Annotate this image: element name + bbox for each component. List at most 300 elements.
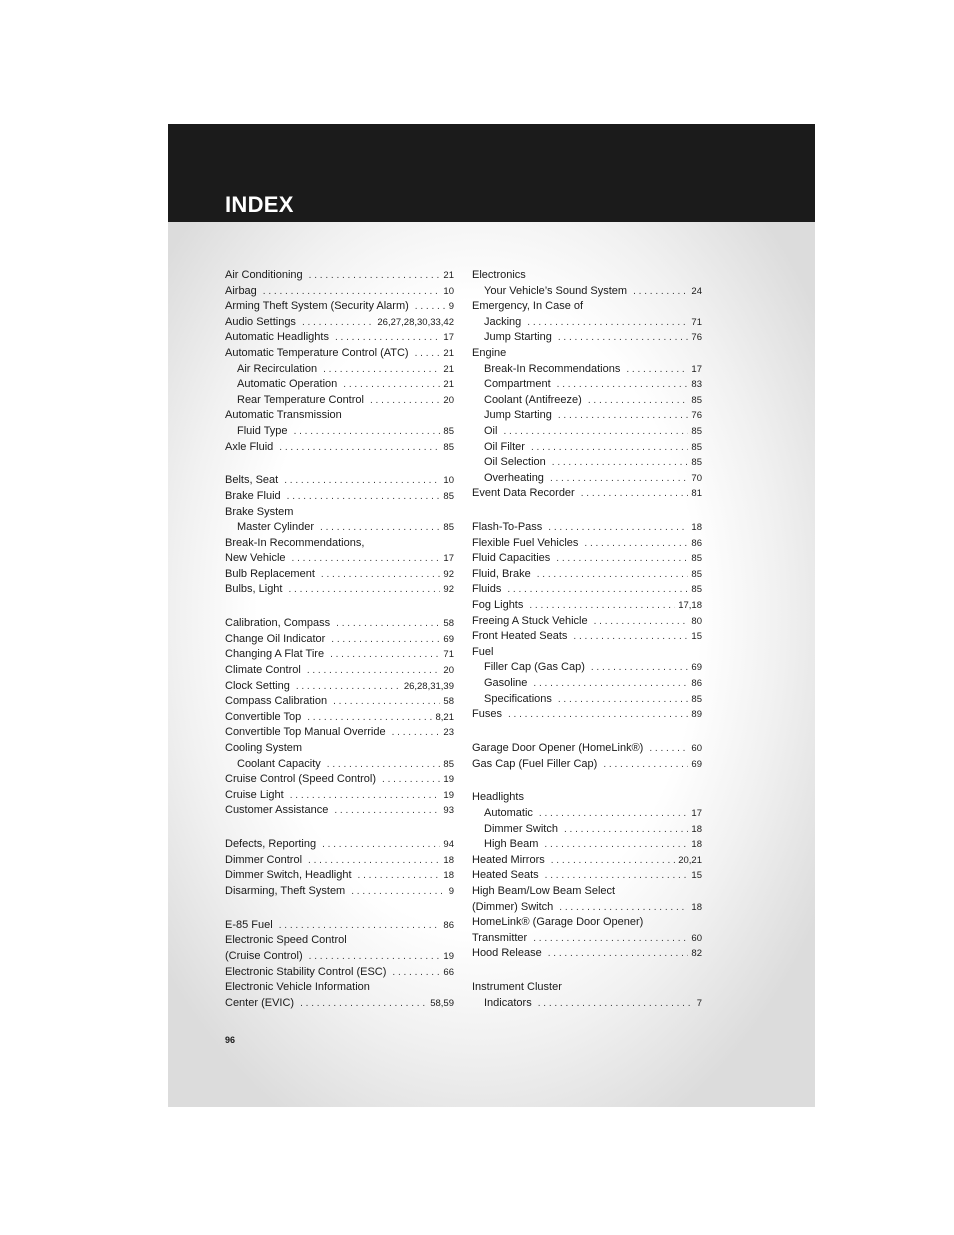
- index-entry: [225, 663, 454, 679]
- index-page-ref: 92: [443, 568, 454, 580]
- header-banner: [168, 124, 815, 222]
- index-entry: [472, 853, 702, 869]
- index-entry: [472, 598, 702, 614]
- index-page-ref: 85: [691, 568, 702, 580]
- index-page-ref: 71: [691, 316, 702, 328]
- dot-leader: [527, 315, 688, 331]
- index-page-ref: 85: [443, 490, 454, 502]
- index-entry: [225, 330, 454, 346]
- index-term: Gasoline: [484, 677, 528, 690]
- index-entry: [472, 931, 702, 947]
- index-entry: [225, 788, 454, 804]
- index-term: Fuel: [472, 645, 494, 658]
- index-page-ref: 20: [443, 394, 454, 406]
- index-term: Bulbs, Light: [225, 583, 283, 596]
- index-page-ref: 76: [691, 332, 702, 344]
- index-page-ref: 69: [691, 758, 702, 770]
- index-page-ref: 26,28,31,39: [403, 680, 454, 692]
- index-term: Heated Mirrors: [472, 853, 545, 866]
- index-page-ref: 17: [443, 332, 454, 344]
- index-entry: [225, 772, 454, 788]
- dot-leader: [633, 284, 688, 300]
- index-term: Automatic Transmission: [225, 409, 342, 422]
- index-page-ref: 19: [443, 950, 454, 962]
- index-entry: [225, 616, 454, 632]
- index-page-ref: 23: [443, 727, 454, 739]
- index-subentry: [472, 393, 702, 409]
- index-page-ref: 69: [443, 633, 454, 645]
- index-entry: [472, 946, 702, 962]
- dot-leader: [351, 884, 445, 900]
- index-term: Compartment: [484, 378, 551, 391]
- index-term: Disarming, Theft System: [225, 884, 346, 897]
- index-entry: [225, 567, 454, 583]
- index-term: Defects, Reporting: [225, 838, 317, 851]
- index-term: Compass Calibration: [225, 695, 328, 708]
- dot-leader: [321, 567, 441, 583]
- index-page-ref: 21: [443, 363, 454, 375]
- index-term: Audio Settings: [225, 315, 296, 328]
- index-entry: [225, 965, 454, 981]
- index-entry: [472, 346, 702, 362]
- index-subentry: [472, 455, 702, 471]
- index-page-ref: 17: [443, 553, 454, 565]
- index-entry: [225, 837, 454, 853]
- index-term: Center (EVIC): [225, 996, 295, 1009]
- index-page-ref: 18: [443, 854, 454, 866]
- index-term: Bulb Replacement: [225, 567, 315, 580]
- index-term: Cooling System: [225, 742, 303, 754]
- index-term: Fog Lights: [472, 599, 524, 612]
- index-entry: [472, 567, 702, 583]
- index-page-ref: 21: [443, 379, 454, 391]
- dot-leader: [263, 284, 441, 300]
- index-entry: [472, 551, 702, 567]
- index-subentry: [472, 806, 702, 822]
- index-entry: [225, 536, 454, 552]
- index-term: E-85 Fuel: [225, 918, 273, 931]
- index-page-ref: 85: [691, 584, 702, 596]
- index-page-ref: 85: [691, 457, 702, 469]
- index-entry: [225, 489, 454, 505]
- index-term: Automatic Headlights: [225, 331, 329, 344]
- dot-leader: [309, 268, 441, 284]
- index-page-ref: 82: [691, 948, 702, 960]
- index-page-ref: 80: [691, 615, 702, 627]
- index-entry: [225, 949, 454, 965]
- index-subentry: [472, 996, 702, 1012]
- index-page-ref: 21: [443, 347, 454, 359]
- dot-leader: [551, 853, 675, 869]
- dot-leader: [284, 473, 440, 489]
- dot-leader: [370, 393, 440, 409]
- dot-leader: [559, 900, 688, 916]
- index-page-ref: 17: [691, 363, 702, 375]
- index-subentry: [472, 822, 702, 838]
- index-entry: [472, 268, 702, 284]
- dot-leader: [603, 757, 688, 773]
- index-subentry: [472, 284, 702, 300]
- dot-leader: [581, 486, 689, 502]
- index-entry: [225, 299, 454, 315]
- index-page-ref: 20: [443, 665, 454, 677]
- index-entry: [472, 707, 702, 723]
- dot-leader: [557, 377, 689, 393]
- index-entry: [225, 980, 454, 996]
- index-entry: [225, 315, 454, 331]
- index-page-ref: 83: [691, 379, 702, 391]
- index-term: Jump Starting: [484, 331, 552, 344]
- index-entry: [472, 582, 702, 598]
- index-page-ref: 10: [443, 475, 454, 487]
- index-subentry: [472, 408, 702, 424]
- dot-leader: [296, 679, 401, 695]
- dot-leader: [302, 315, 374, 331]
- index-page-ref: 7: [696, 997, 702, 1009]
- index-term: Master Cylinder: [237, 521, 315, 534]
- dot-leader: [294, 424, 441, 440]
- index-page-ref: 15: [691, 631, 702, 643]
- index-term: Flash-To-Pass: [472, 521, 543, 534]
- index-subentry: [472, 330, 702, 346]
- dot-leader: [550, 471, 688, 487]
- dot-leader: [573, 629, 688, 645]
- index-term: Specifications: [484, 692, 552, 705]
- index-term: Automatic Operation: [237, 378, 338, 391]
- index-term: Fluids: [472, 583, 502, 596]
- dot-leader: [309, 949, 441, 965]
- index-page-ref: 92: [443, 584, 454, 596]
- index-term: Climate Control: [225, 664, 301, 677]
- index-subentry: [472, 315, 702, 331]
- index-term: Cruise Control (Speed Control): [225, 773, 377, 786]
- dot-leader: [544, 837, 688, 853]
- dot-leader: [529, 598, 675, 614]
- index-term: (Dimmer) Switch: [472, 900, 554, 913]
- index-page-ref: 94: [443, 839, 454, 851]
- dot-leader: [564, 822, 688, 838]
- index-entry: [472, 299, 702, 315]
- index-entry: [225, 268, 454, 284]
- index-entry: [472, 536, 702, 552]
- index-entry: [472, 520, 702, 536]
- index-term: Flexible Fuel Vehicles: [472, 536, 579, 549]
- index-entry: [225, 408, 454, 424]
- index-term: Indicators: [484, 996, 532, 1009]
- dot-leader: [333, 694, 440, 710]
- index-column-left: [225, 268, 454, 1011]
- dot-leader: [343, 377, 440, 393]
- index-page-ref: 89: [691, 709, 702, 721]
- index-term: Clock Setting: [225, 679, 290, 692]
- index-subentry: [472, 471, 702, 487]
- index-term: Coolant (Antifreeze): [484, 393, 582, 406]
- index-term: Fluid Capacities: [472, 552, 551, 565]
- index-entry: [225, 803, 454, 819]
- index-subentry: [472, 377, 702, 393]
- index-term: Oil Filter: [484, 440, 525, 453]
- index-page-ref: 9: [448, 885, 454, 897]
- index-term: Air Conditioning: [225, 269, 303, 281]
- index-term: Transmitter: [472, 931, 528, 944]
- index-term: Rear Temperature Control: [237, 393, 364, 406]
- index-term: Overheating: [484, 471, 544, 484]
- index-term: Break-In Recommendations,: [225, 536, 365, 549]
- index-term: Convertible Top Manual Override: [225, 726, 386, 739]
- index-subentry: [472, 424, 702, 440]
- dot-leader: [288, 582, 440, 598]
- index-page-ref: 58: [443, 696, 454, 708]
- dot-leader: [290, 788, 441, 804]
- index-entry: [225, 933, 454, 949]
- dot-leader: [507, 582, 688, 598]
- dot-leader: [279, 918, 441, 934]
- dot-leader: [334, 803, 440, 819]
- index-term: Gas Cap (Fuel Filler Cap): [472, 757, 598, 770]
- index-term: Oil Selection: [484, 456, 546, 469]
- dot-leader: [539, 806, 689, 822]
- index-term: Garage Door Opener (HomeLink®): [472, 742, 644, 754]
- dot-leader: [649, 741, 688, 757]
- index-entry: [225, 694, 454, 710]
- dot-leader: [558, 408, 689, 424]
- index-entry: [225, 632, 454, 648]
- index-page-ref: 76: [691, 410, 702, 422]
- dot-leader: [336, 616, 440, 632]
- index-page-ref: 60: [691, 932, 702, 944]
- dot-leader: [323, 362, 440, 378]
- index-page-ref: 17,18: [678, 600, 702, 612]
- index-page-ref: 19: [443, 789, 454, 801]
- index-subentry: [225, 424, 454, 440]
- index-term: Your Vehicle’s Sound System: [484, 284, 628, 297]
- index-entry: [225, 996, 454, 1012]
- index-term: Break-In Recommendations: [484, 362, 621, 375]
- index-page-ref: 20,21: [678, 854, 702, 866]
- index-page-ref: 81: [691, 488, 702, 500]
- index-page-ref: 85: [443, 441, 454, 453]
- dot-leader: [538, 996, 694, 1012]
- index-term: Airbag: [225, 284, 257, 297]
- index-entry: [225, 551, 454, 567]
- dot-leader: [382, 772, 440, 788]
- index-page-ref: 85: [691, 425, 702, 437]
- dot-leader: [584, 536, 688, 552]
- index-term: Dimmer Switch: [484, 822, 558, 835]
- dot-leader: [591, 660, 689, 676]
- index-entry: [225, 505, 454, 521]
- index-entry: [225, 582, 454, 598]
- index-entry: [472, 915, 702, 931]
- index-page-ref: 85: [691, 693, 702, 705]
- index-page-ref: 15: [691, 870, 702, 882]
- index-term: Heated Seats: [472, 869, 539, 882]
- index-page-ref: 58: [443, 618, 454, 630]
- index-page-ref: 86: [443, 919, 454, 931]
- index-page-ref: 18: [691, 839, 702, 851]
- index-term: Electronic Vehicle Information: [225, 981, 370, 994]
- index-page-ref: 71: [443, 649, 454, 661]
- dot-leader: [307, 663, 441, 679]
- index-term: Electronic Speed Control: [225, 934, 347, 947]
- index-entry: [225, 884, 454, 900]
- index-term: Brake Fluid: [225, 489, 281, 502]
- index-term: Hood Release: [472, 947, 542, 960]
- dot-leader: [558, 692, 689, 708]
- index-subentry: [472, 837, 702, 853]
- index-page-ref: 86: [691, 678, 702, 690]
- index-entry: [472, 614, 702, 630]
- index-term: Arming Theft System (Security Alarm): [225, 300, 409, 313]
- index-term: New Vehicle: [225, 552, 286, 565]
- index-term: Fluid, Brake: [472, 567, 531, 580]
- index-term: Instrument Cluster: [472, 981, 562, 994]
- dot-leader: [537, 567, 689, 583]
- index-entry: [225, 679, 454, 695]
- index-entry: [472, 486, 702, 502]
- index-entry: [225, 725, 454, 741]
- index-page-ref: 86: [691, 537, 702, 549]
- index-entry: [472, 884, 702, 900]
- dot-leader: [415, 299, 446, 315]
- index-page-ref: 10: [443, 285, 454, 297]
- dot-leader: [335, 330, 440, 346]
- index-subentry: [472, 660, 702, 676]
- index-page-ref: 18: [443, 870, 454, 882]
- index-term: Front Heated Seats: [472, 630, 568, 643]
- dot-leader: [558, 330, 689, 346]
- index-page-ref: 85: [691, 553, 702, 565]
- dot-leader: [292, 551, 441, 567]
- index-subentry: [472, 362, 702, 378]
- dot-leader: [307, 710, 432, 726]
- dot-leader: [331, 632, 440, 648]
- index-page-ref: 8,21: [435, 711, 454, 723]
- dot-leader: [392, 965, 440, 981]
- index-page-ref: 26,27,28,30,33,42: [377, 316, 454, 328]
- index-term: Event Data Recorder: [472, 487, 575, 500]
- index-subentry: [225, 362, 454, 378]
- dot-leader: [308, 853, 440, 869]
- index-term: Cruise Light: [225, 788, 284, 801]
- index-page-ref: 85: [691, 394, 702, 406]
- dot-leader: [392, 725, 441, 741]
- index-entry: [225, 284, 454, 300]
- dot-leader: [287, 489, 441, 505]
- index-term: Headlights: [472, 791, 524, 804]
- index-term: Oil: [484, 424, 498, 437]
- index-term: Dimmer Control: [225, 853, 303, 866]
- index-term: Air Recirculation: [237, 362, 318, 375]
- index-entry: [472, 868, 702, 884]
- dot-leader: [320, 520, 440, 536]
- dot-leader: [358, 868, 441, 884]
- index-page-ref: 19: [443, 774, 454, 786]
- index-term: Emergency, In Case of: [472, 300, 584, 313]
- index-entry: [225, 473, 454, 489]
- index-subentry: [472, 692, 702, 708]
- dot-leader: [588, 393, 689, 409]
- index-entry: [225, 647, 454, 663]
- index-entry: [472, 741, 702, 757]
- index-term: (Cruise Control): [225, 949, 303, 962]
- index-entry: [225, 853, 454, 869]
- index-term: High Beam: [484, 838, 539, 851]
- index-entry: [225, 741, 454, 757]
- dot-leader: [508, 707, 688, 723]
- index-term: Change Oil Indicator: [225, 632, 326, 645]
- index-term: Electronics: [472, 269, 526, 281]
- index-term: Changing A Flat Tire: [225, 648, 325, 661]
- index-term: Jump Starting: [484, 409, 552, 422]
- index-term: Fluid Type: [237, 424, 288, 437]
- dot-leader: [533, 676, 688, 692]
- dot-leader: [415, 346, 441, 362]
- index-entry: [472, 629, 702, 645]
- index-term: Electronic Stability Control (ESC): [225, 965, 387, 978]
- index-page-ref: 93: [443, 805, 454, 817]
- index-term: HomeLink® (Garage Door Opener): [472, 916, 644, 929]
- index-term: Axle Fluid: [225, 440, 274, 453]
- index-term: Engine: [472, 346, 507, 359]
- index-entry: [472, 980, 702, 996]
- index-subentry: [225, 393, 454, 409]
- dot-leader: [327, 757, 441, 773]
- index-page-ref: 85: [691, 441, 702, 453]
- index-entry: [225, 918, 454, 934]
- index-page-ref: 18: [691, 901, 702, 913]
- index-subentry: [472, 440, 702, 456]
- index-page-ref: 18: [691, 522, 702, 534]
- index-page-ref: 85: [443, 758, 454, 770]
- dot-leader: [548, 946, 689, 962]
- index-page-ref: 66: [443, 966, 454, 978]
- page-title: INDEX: [225, 192, 294, 217]
- index-subentry: [225, 520, 454, 536]
- dot-leader: [556, 551, 688, 567]
- index-entry: [472, 900, 702, 916]
- dot-leader: [531, 440, 688, 456]
- index-page-ref: 60: [691, 743, 702, 754]
- index-entry: [225, 868, 454, 884]
- page-number: 96: [225, 1035, 236, 1045]
- index-term: Coolant Capacity: [237, 757, 321, 770]
- index-entry: [225, 710, 454, 726]
- index-page-ref: 85: [443, 425, 454, 437]
- dot-leader: [533, 931, 688, 947]
- dot-leader: [594, 614, 689, 630]
- index-term: Customer Assistance: [225, 804, 329, 817]
- index-page-ref: 69: [691, 662, 702, 674]
- index-term: Automatic Temperature Control (ATC): [225, 346, 409, 359]
- index-page-ref: 9: [448, 301, 454, 313]
- index-page-ref: 17: [691, 807, 702, 819]
- index-term: High Beam/Low Beam Select: [472, 884, 616, 897]
- index-page-ref: 24: [691, 285, 702, 297]
- index-subentry: [225, 377, 454, 393]
- index-entry: [472, 790, 702, 806]
- index-term: Filler Cap (Gas Cap): [484, 661, 585, 674]
- index-entry: [225, 440, 454, 456]
- dot-leader: [548, 520, 688, 536]
- index-page-ref: 21: [443, 270, 454, 281]
- dot-leader: [503, 424, 688, 440]
- dot-leader: [330, 647, 440, 663]
- index-term: Brake System: [225, 505, 294, 518]
- index-entry: [472, 645, 702, 661]
- index-entry: [225, 346, 454, 362]
- dot-leader: [545, 868, 689, 884]
